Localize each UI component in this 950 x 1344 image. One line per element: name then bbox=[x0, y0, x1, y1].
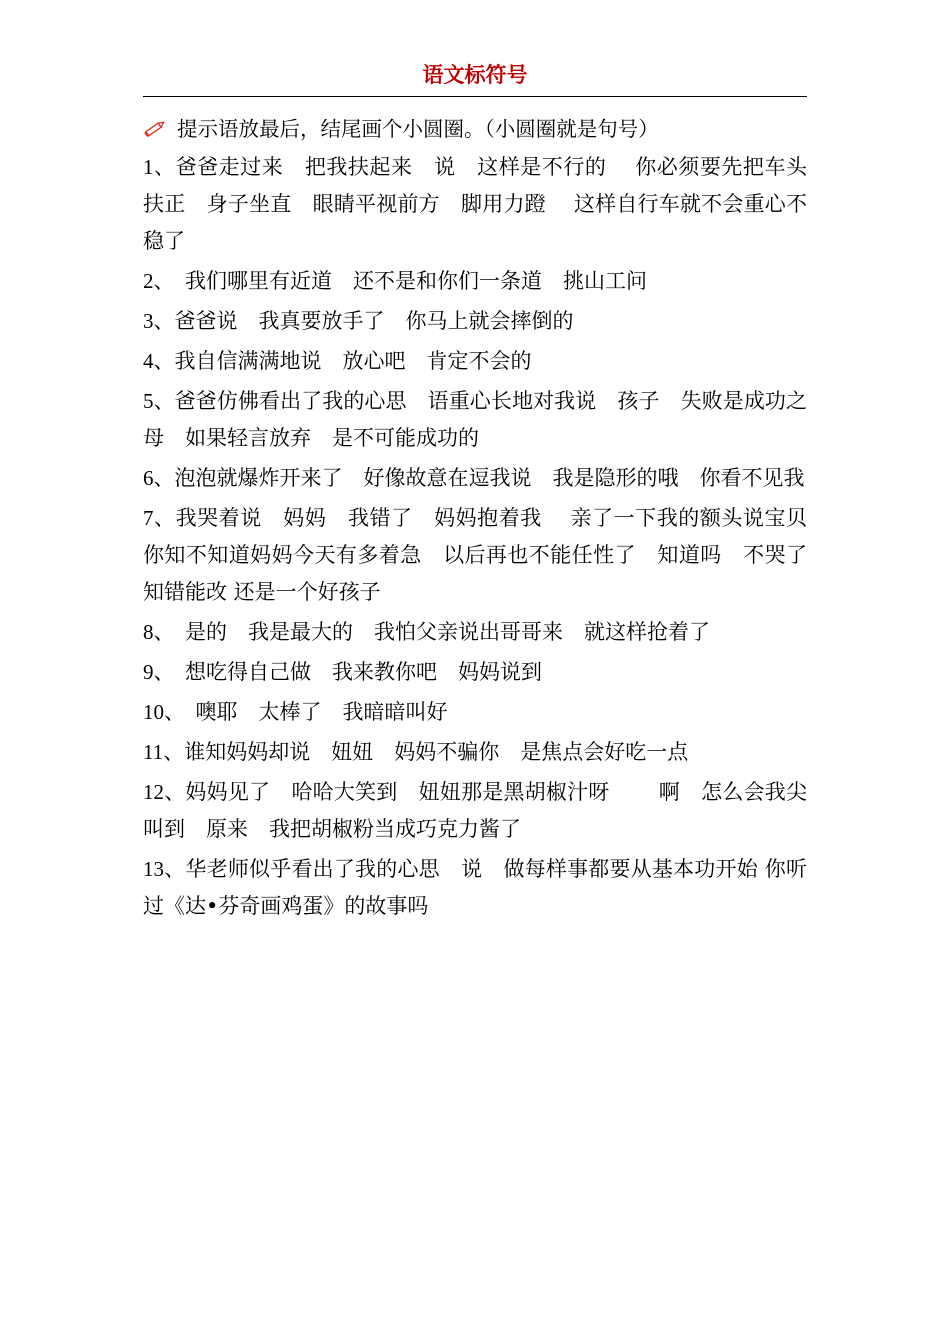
item-number: 7、 bbox=[143, 506, 176, 530]
sentence-list bbox=[143, 149, 828, 925]
item-number: 1、 bbox=[143, 155, 176, 179]
item-number: 9、 bbox=[143, 660, 164, 684]
item-number: 11、 bbox=[143, 740, 185, 764]
item-text: 华老师似乎看出了我的心思 说 做每样事都要从基本功开始 你听过《达•芬奇画鸡蛋》的故事吗 bbox=[143, 857, 807, 918]
item-text: 想吃得自己做 我来教你吧 妈妈说到 bbox=[164, 660, 542, 684]
tip-line bbox=[143, 115, 807, 143]
item-text: 我自信满满地说 放心吧 肯定不会的 bbox=[174, 349, 532, 373]
list-item bbox=[143, 500, 828, 611]
item-text: 妈妈见了 哈哈大笑到 妞妞那是黑胡椒汁呀 啊 怎么会我尖叫到 原来 我把胡椒粉当成巧克力酱了 bbox=[143, 780, 807, 841]
list-item bbox=[143, 654, 807, 691]
tip-text: 提示语放最后，结尾画个小圆圈。（小圆圈就是句号） bbox=[177, 117, 659, 141]
item-number: 5、 bbox=[143, 389, 175, 413]
list-item bbox=[143, 614, 807, 651]
item-number: 8、 bbox=[143, 620, 164, 644]
item-text: 是的 我是最大的 我怕父亲说出哥哥来 就这样抢着了 bbox=[164, 620, 710, 644]
list-item bbox=[143, 303, 807, 340]
item-text: 噢耶 太棒了 我暗暗叫好 bbox=[174, 700, 448, 724]
item-number: 13、 bbox=[143, 857, 186, 881]
list-item bbox=[143, 694, 807, 731]
item-number: 3、 bbox=[143, 309, 175, 333]
item-number: 12、 bbox=[143, 780, 186, 804]
item-text: 我哭着说 妈妈 我错了 妈妈抱着我 亲了一下我的额头说宝贝 你知不知道妈妈今天有多着急 以后再也不能任性了 知道吗 不哭了 知错能改 还是一个好孩子 bbox=[143, 506, 828, 604]
item-text: 谁知妈妈却说 妞妞 妈妈不骗你 是焦点会好吃一点 bbox=[184, 740, 689, 764]
item-text: 爸爸走过来 把我扶起来 说 这样是不行的 你必须要先把车头扶正 身子坐直 眼睛平视前方 脚用力蹬 这样自行车就不会重心不稳了 bbox=[143, 155, 807, 253]
item-number: 2、 bbox=[143, 269, 164, 293]
item-number: 4、 bbox=[143, 349, 175, 373]
list-item bbox=[143, 460, 807, 497]
item-text: 我们哪里有近道 还不是和你们一条道 挑山工问 bbox=[164, 269, 647, 293]
document-title: 语文标符号 bbox=[143, 62, 807, 97]
item-number: 6、 bbox=[143, 466, 175, 490]
pencil-icon bbox=[143, 118, 167, 140]
list-item bbox=[143, 263, 807, 300]
item-text: 泡泡就爆炸开来了 好像故意在逗我说 我是隐形的哦 你看不见我 bbox=[174, 466, 805, 490]
item-number: 10、 bbox=[143, 700, 175, 724]
list-item bbox=[143, 383, 807, 457]
document-page bbox=[143, 62, 828, 928]
item-text: 爸爸说 我真要放手了 你马上就会摔倒的 bbox=[174, 309, 574, 333]
item-text: 爸爸仿佛看出了我的心思 语重心长地对我说 孩子 失败是成功之母 如果轻言放弃 是不可能成功的 bbox=[143, 389, 808, 450]
list-item bbox=[143, 851, 807, 925]
list-item bbox=[143, 343, 807, 380]
list-item bbox=[143, 734, 807, 771]
list-item bbox=[143, 774, 807, 848]
list-item bbox=[143, 149, 807, 260]
